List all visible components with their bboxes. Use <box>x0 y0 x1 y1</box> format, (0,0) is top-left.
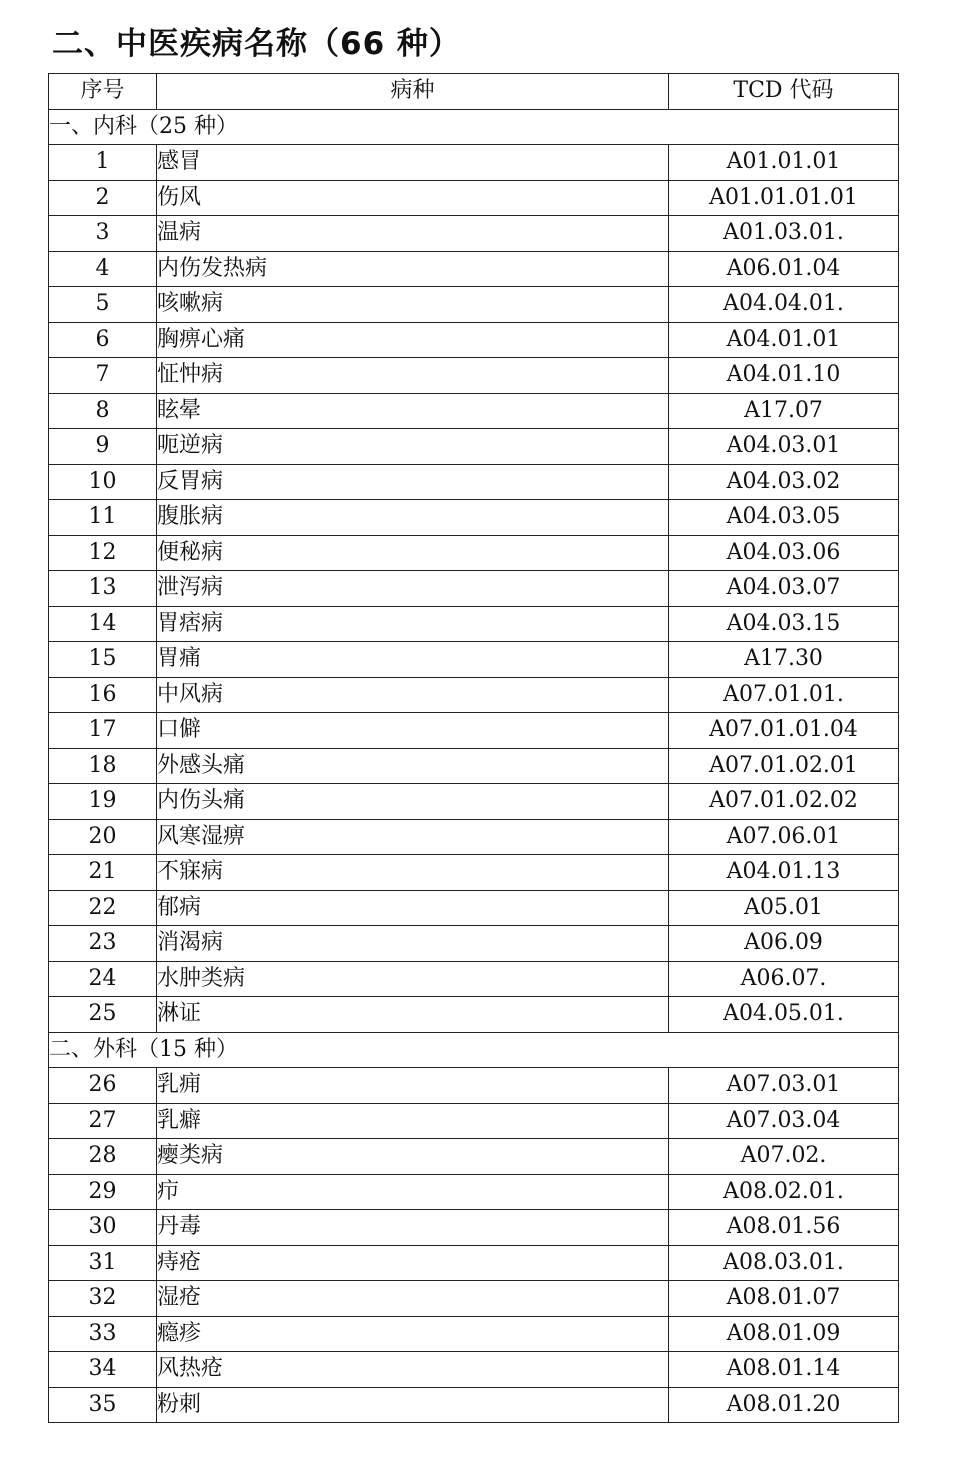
disease-name: 水肿类病 <box>157 961 669 997</box>
disease-name: 胸痹心痛 <box>157 322 669 358</box>
table-row <box>49 145 899 181</box>
tcd-code: A07.01.01. <box>669 677 899 713</box>
table-row <box>49 819 899 855</box>
disease-name: 怔忡病 <box>157 358 669 394</box>
table-row <box>49 251 899 287</box>
row-number: 22 <box>49 890 157 926</box>
row-number: 15 <box>49 642 157 678</box>
tcd-code: A04.03.01 <box>669 429 899 465</box>
row-number: 16 <box>49 677 157 713</box>
table-row <box>49 926 899 962</box>
table-row <box>49 961 899 997</box>
table-row <box>49 1316 899 1352</box>
table-row <box>49 500 899 536</box>
row-number: 31 <box>49 1245 157 1281</box>
tcd-code: A04.03.15 <box>669 606 899 642</box>
tcd-code: A04.03.06 <box>669 535 899 571</box>
row-number: 11 <box>49 500 157 536</box>
disease-name: 内伤发热病 <box>157 251 669 287</box>
row-number: 14 <box>49 606 157 642</box>
disease-name: 疖 <box>157 1174 669 1210</box>
tcd-code: A01.01.01.01 <box>669 180 899 216</box>
disease-name: 眩晕 <box>157 393 669 429</box>
tcd-code: A04.01.13 <box>669 855 899 891</box>
disease-name: 瘿类病 <box>157 1139 669 1175</box>
table-row <box>49 1103 899 1139</box>
table-row <box>49 1281 899 1317</box>
row-number: 23 <box>49 926 157 962</box>
disease-name: 淋证 <box>157 997 669 1033</box>
row-number: 30 <box>49 1210 157 1246</box>
tcd-code: A04.03.07 <box>669 571 899 607</box>
row-number: 20 <box>49 819 157 855</box>
tcd-code: A06.07. <box>669 961 899 997</box>
table-row <box>49 1068 899 1104</box>
row-number: 9 <box>49 429 157 465</box>
row-number: 6 <box>49 322 157 358</box>
tcd-code: A04.04.01. <box>669 287 899 323</box>
row-number: 1 <box>49 145 157 181</box>
row-number: 4 <box>49 251 157 287</box>
section-row <box>49 1032 899 1068</box>
disease-name: 腹胀病 <box>157 500 669 536</box>
table-row <box>49 1174 899 1210</box>
row-number: 21 <box>49 855 157 891</box>
row-number: 29 <box>49 1174 157 1210</box>
row-number: 17 <box>49 713 157 749</box>
row-number: 5 <box>49 287 157 323</box>
table-row <box>49 748 899 784</box>
table-row <box>49 393 899 429</box>
tcd-code: A06.09 <box>669 926 899 962</box>
disease-name: 不寐病 <box>157 855 669 891</box>
table-row <box>49 606 899 642</box>
disease-name: 粉刺 <box>157 1387 669 1423</box>
disease-name: 胃痛 <box>157 642 669 678</box>
disease-name: 风热疮 <box>157 1352 669 1388</box>
table-row <box>49 535 899 571</box>
disease-name: 风寒湿痹 <box>157 819 669 855</box>
table-body <box>49 109 899 1423</box>
tcd-code: A07.02. <box>669 1139 899 1175</box>
table-row <box>49 642 899 678</box>
tcd-code: A07.03.01 <box>669 1068 899 1104</box>
disease-name: 湿疮 <box>157 1281 669 1317</box>
table-row <box>49 997 899 1033</box>
row-number: 32 <box>49 1281 157 1317</box>
section-title: 一、内科（25 种） <box>49 109 899 145</box>
disease-name: 咳嗽病 <box>157 287 669 323</box>
tcd-code: A08.01.09 <box>669 1316 899 1352</box>
tcd-code: A01.03.01. <box>669 216 899 252</box>
disease-name: 外感头痛 <box>157 748 669 784</box>
header-no: 序号 <box>49 74 157 110</box>
row-number: 27 <box>49 1103 157 1139</box>
disease-name: 感冒 <box>157 145 669 181</box>
disease-name: 消渴病 <box>157 926 669 962</box>
table-row <box>49 1387 899 1423</box>
disease-name: 痔疮 <box>157 1245 669 1281</box>
tcd-code: A04.05.01. <box>669 997 899 1033</box>
table-row <box>49 1245 899 1281</box>
row-number: 28 <box>49 1139 157 1175</box>
table-row <box>49 1210 899 1246</box>
tcd-code: A08.01.07 <box>669 1281 899 1317</box>
row-number: 34 <box>49 1352 157 1388</box>
table-row <box>49 855 899 891</box>
table-row <box>49 464 899 500</box>
disease-name: 内伤头痛 <box>157 784 669 820</box>
table-row <box>49 890 899 926</box>
table-row <box>49 1352 899 1388</box>
disease-name: 胃痞病 <box>157 606 669 642</box>
row-number: 7 <box>49 358 157 394</box>
tcd-code: A05.01 <box>669 890 899 926</box>
disease-name: 伤风 <box>157 180 669 216</box>
row-number: 3 <box>49 216 157 252</box>
section-title: 二、外科（15 种） <box>49 1032 899 1068</box>
row-number: 8 <box>49 393 157 429</box>
table-row <box>49 216 899 252</box>
table-row <box>49 180 899 216</box>
tcd-code: A06.01.04 <box>669 251 899 287</box>
header-code: TCD 代码 <box>669 74 899 110</box>
disease-name: 呃逆病 <box>157 429 669 465</box>
disease-name: 反胃病 <box>157 464 669 500</box>
table-row <box>49 358 899 394</box>
header-name: 病种 <box>157 74 669 110</box>
row-number: 25 <box>49 997 157 1033</box>
tcd-code: A08.03.01. <box>669 1245 899 1281</box>
row-number: 35 <box>49 1387 157 1423</box>
disease-table <box>48 73 899 1423</box>
disease-name: 乳癖 <box>157 1103 669 1139</box>
tcd-code: A17.07 <box>669 393 899 429</box>
row-number: 10 <box>49 464 157 500</box>
tcd-code: A07.06.01 <box>669 819 899 855</box>
row-number: 13 <box>49 571 157 607</box>
tcd-code: A04.01.10 <box>669 358 899 394</box>
tcd-code: A08.01.14 <box>669 1352 899 1388</box>
row-number: 26 <box>49 1068 157 1104</box>
row-number: 18 <box>49 748 157 784</box>
disease-name: 温病 <box>157 216 669 252</box>
disease-name: 泄泻病 <box>157 571 669 607</box>
table-row <box>49 322 899 358</box>
tcd-code: A07.03.04 <box>669 1103 899 1139</box>
tcd-code: A17.30 <box>669 642 899 678</box>
row-number: 2 <box>49 180 157 216</box>
table-row <box>49 784 899 820</box>
table-row <box>49 677 899 713</box>
tcd-code: A07.01.01.04 <box>669 713 899 749</box>
disease-name: 口僻 <box>157 713 669 749</box>
tcd-code: A07.01.02.02 <box>669 784 899 820</box>
table-row <box>49 571 899 607</box>
tcd-code: A08.01.56 <box>669 1210 899 1246</box>
row-number: 33 <box>49 1316 157 1352</box>
tcd-code: A08.02.01. <box>669 1174 899 1210</box>
table-row <box>49 429 899 465</box>
table-header-row <box>49 74 899 110</box>
table-row <box>49 287 899 323</box>
tcd-code: A04.03.05 <box>669 500 899 536</box>
row-number: 19 <box>49 784 157 820</box>
table-row <box>49 1139 899 1175</box>
disease-name: 便秘病 <box>157 535 669 571</box>
row-number: 12 <box>49 535 157 571</box>
tcd-code: A07.01.02.01 <box>669 748 899 784</box>
disease-name: 郁病 <box>157 890 669 926</box>
tcd-code: A01.01.01 <box>669 145 899 181</box>
tcd-code: A08.01.20 <box>669 1387 899 1423</box>
disease-name: 瘾疹 <box>157 1316 669 1352</box>
tcd-code: A04.01.01 <box>669 322 899 358</box>
row-number: 24 <box>49 961 157 997</box>
disease-name: 乳痈 <box>157 1068 669 1104</box>
disease-name: 中风病 <box>157 677 669 713</box>
section-row <box>49 109 899 145</box>
tcd-code: A04.03.02 <box>669 464 899 500</box>
page-title: 二、中医疾病名称（66 种） <box>52 26 461 62</box>
table-row <box>49 713 899 749</box>
disease-name: 丹毒 <box>157 1210 669 1246</box>
